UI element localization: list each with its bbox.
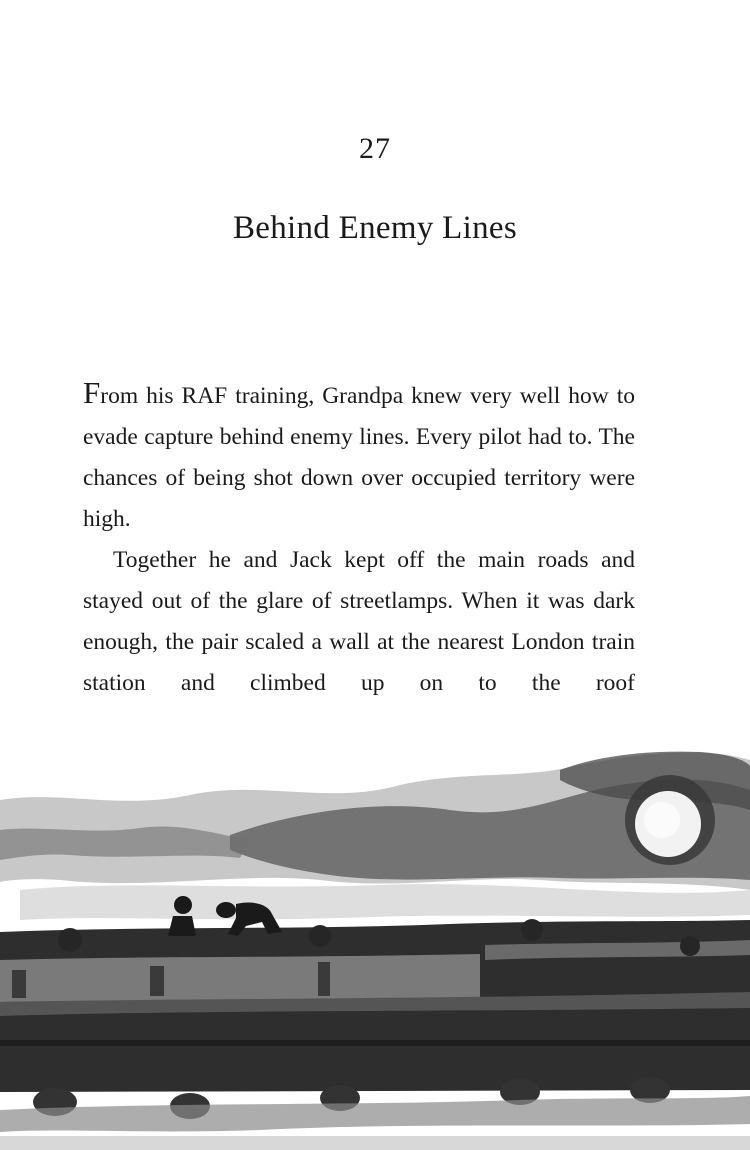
paragraph-1 bbox=[83, 376, 635, 540]
train-silhouette bbox=[0, 919, 750, 1119]
chapter-body bbox=[83, 376, 635, 704]
moon bbox=[625, 775, 715, 865]
track bbox=[0, 1096, 750, 1150]
chapter-title: Behind Enemy Lines bbox=[232, 210, 517, 246]
drop-initial: F bbox=[83, 375, 101, 410]
chapter-number: 27 bbox=[359, 132, 391, 165]
ink-illustration bbox=[0, 740, 750, 1150]
paragraph-1-text: rom his RAF training, Grandpa knew very well how to evade capture behind enemy lines. Every pilot had to. The chances of being shot down over occupied territory were high. bbox=[83, 383, 635, 532]
paragraph-2: Together he and Jack kept off the main roads and stayed out of the glare of streetlamps. When it was dark enough, the pair scaled a wall at the nearest London train station and climbed up on to the roof bbox=[83, 547, 635, 696]
